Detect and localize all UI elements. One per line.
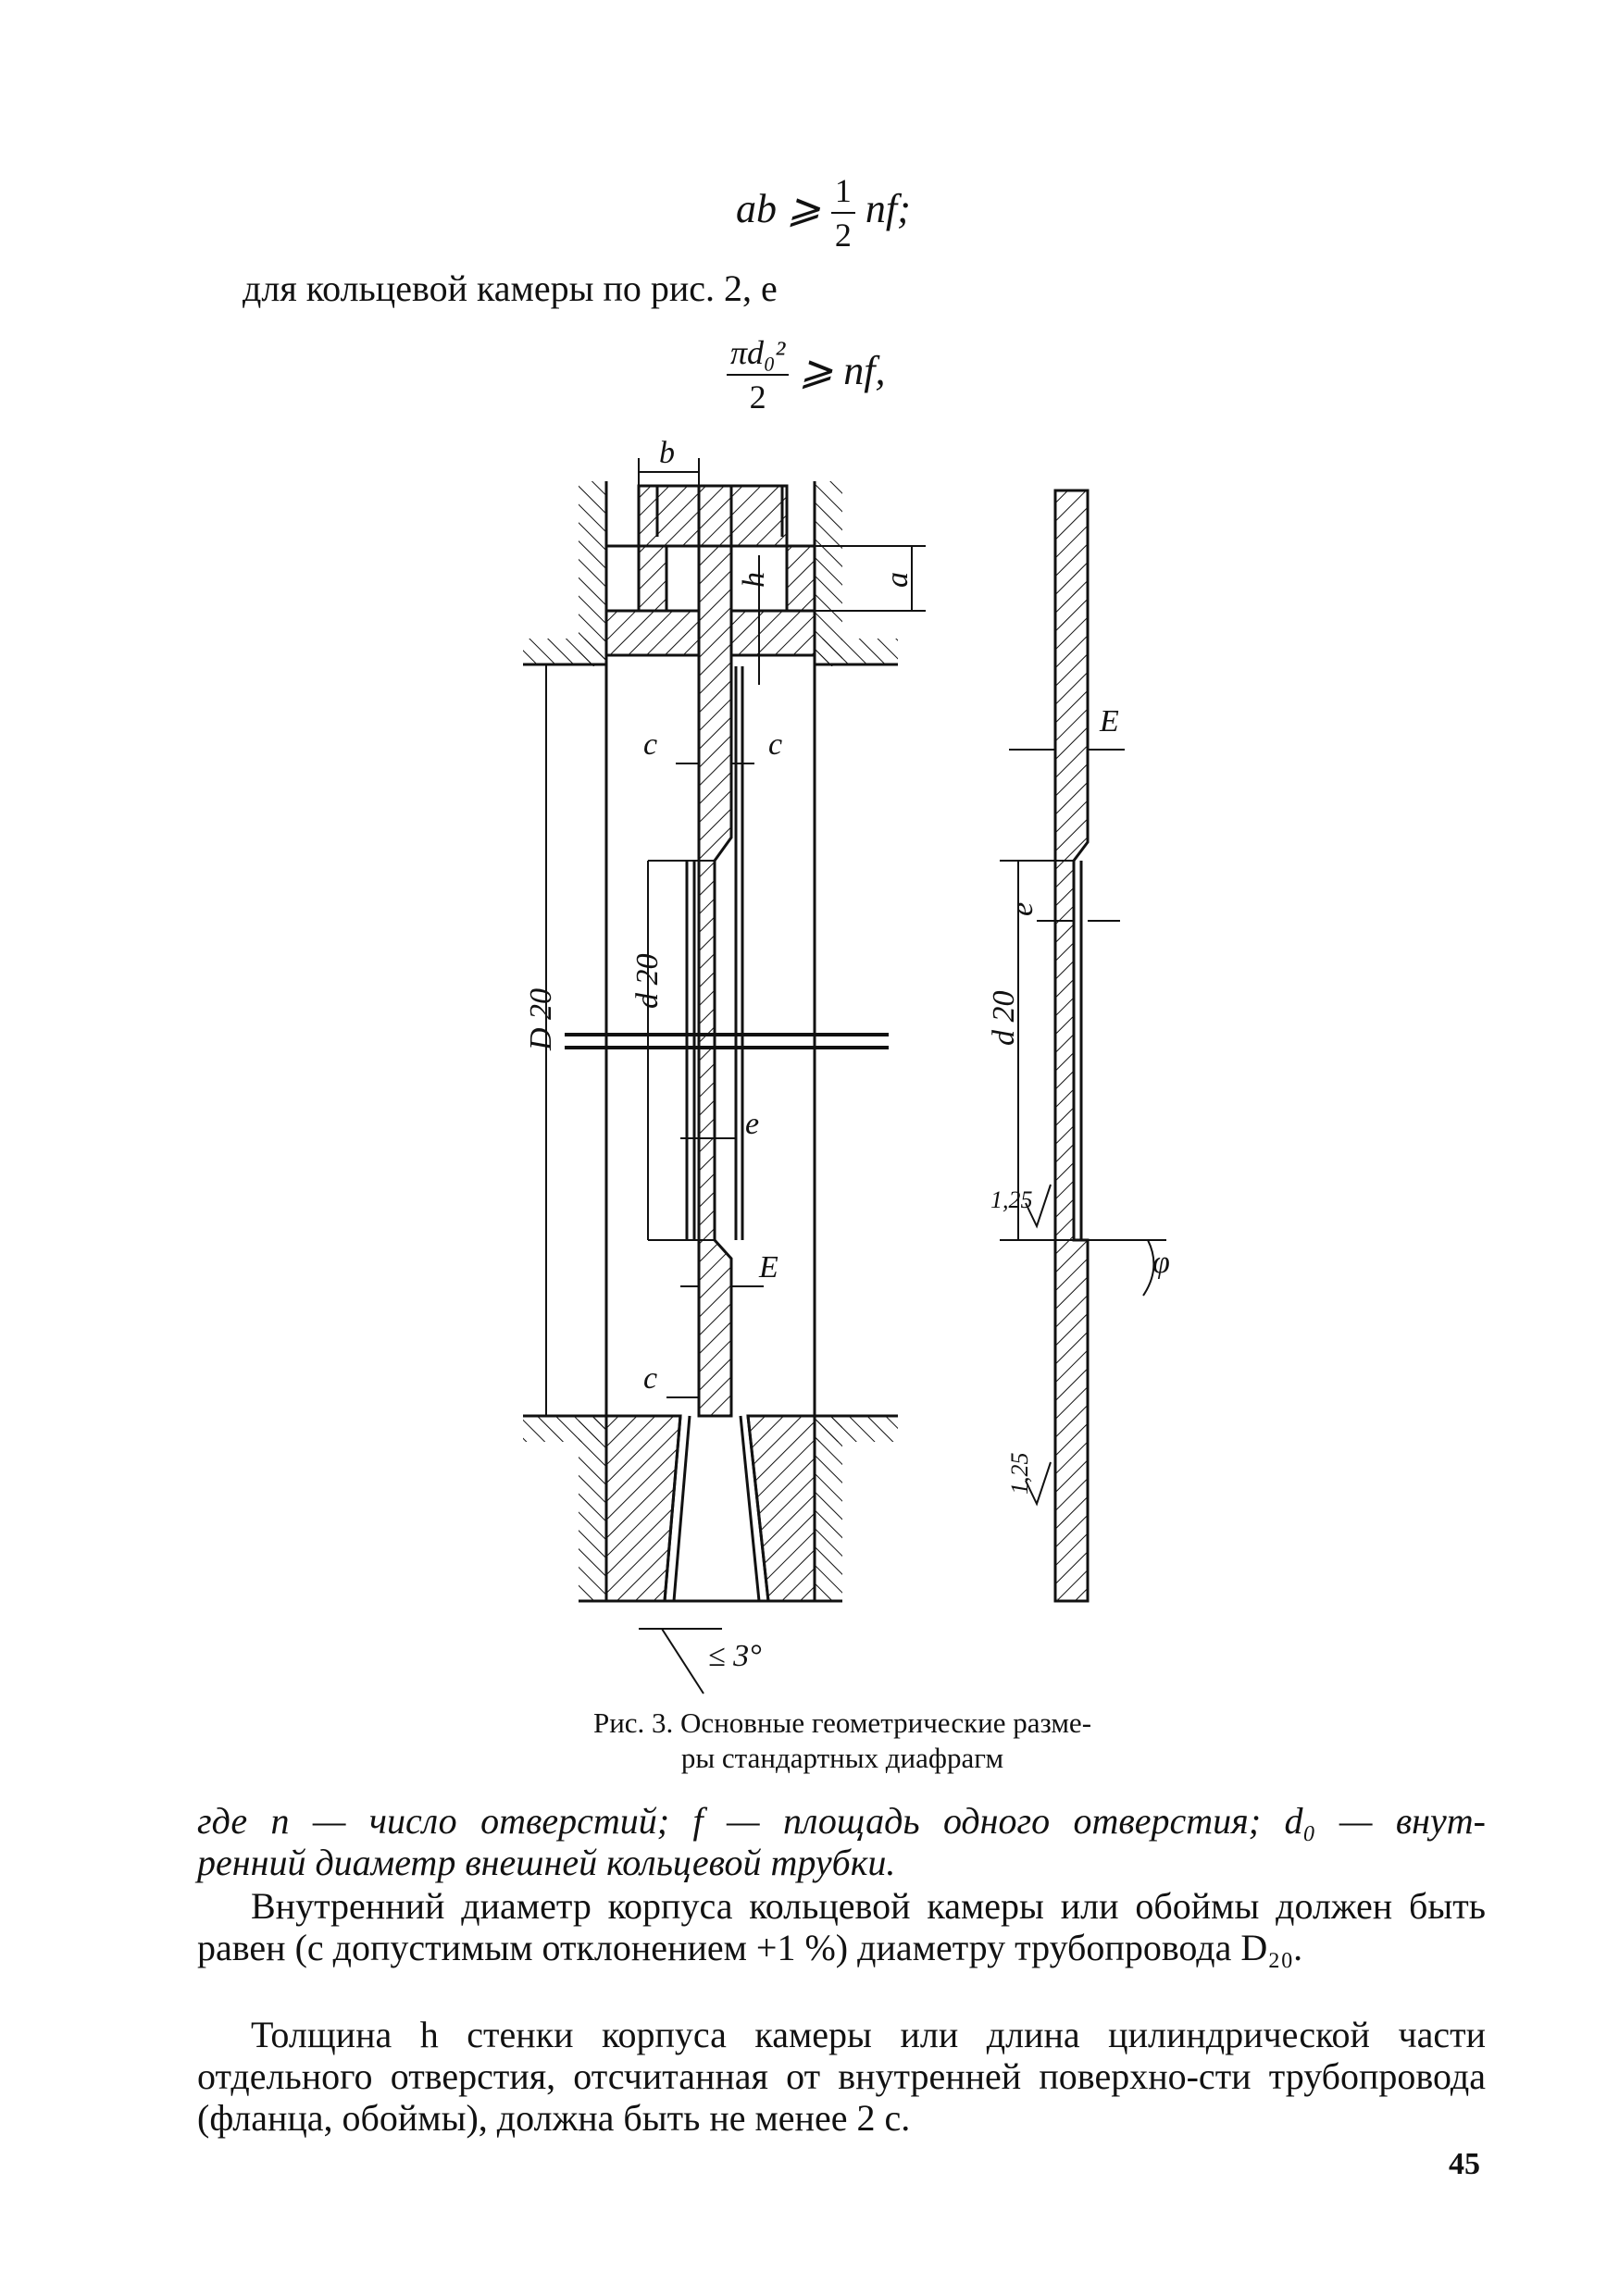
page-number: 45 — [1449, 2147, 1480, 2181]
caption-line-2: ры стандартных диафрагм — [680, 1742, 1004, 1774]
label-b: b — [659, 436, 675, 470]
formula-ab-left: ab — [736, 186, 777, 232]
label-E-side: E — [1100, 704, 1119, 738]
label-c-left: c — [643, 727, 658, 762]
label-e-side: e — [1005, 901, 1040, 916]
label-roughness-2: 1,25 — [1006, 1452, 1033, 1495]
paragraph-definitions — [197, 1800, 1486, 1883]
definitions-line-1: где n — число отверстий; f — площадь одного отверстия; d₀ — внут- — [197, 1800, 1486, 1842]
formula-annular-numerator: πd₀² — [727, 333, 789, 376]
label-D20: D 20 — [524, 987, 558, 1050]
label-E: E — [759, 1250, 778, 1285]
formula-ab-denominator: 2 — [834, 217, 852, 254]
wall-hatch-bottom-left — [579, 1416, 606, 1601]
label-c-bottom: c — [643, 1361, 658, 1396]
label-d20-side: d 20 — [987, 990, 1021, 1046]
formula-label: для кольцевой камеры по рис. 2, е — [243, 267, 778, 309]
label-c-right: c — [768, 727, 783, 762]
paragraph-wall-thickness — [197, 2014, 1486, 2139]
paragraph-inner-diameter — [197, 1885, 1486, 1968]
formula-ab-numerator: 1 — [831, 171, 855, 214]
formula-annular-denominator: 2 — [749, 379, 766, 416]
label-a: a — [880, 572, 915, 588]
wall-hatch-bottom-right — [815, 1416, 842, 1601]
label-angle: ≤ 3° — [708, 1639, 762, 1673]
caption-line-1: Рис. 3. Основные геометрические разме- — [592, 1706, 1092, 1739]
label-d20: d 20 — [630, 953, 665, 1009]
inner-diameter-text: Внутренний диаметр корпуса кольцевой камеры или обоймы должен быть равен (с допустимым отклонением +1 %) диаметру трубопровода D₂₀. — [197, 1885, 1486, 1968]
figure-caption — [518, 1706, 1166, 1776]
formula-ab-relation: ⩾ — [787, 186, 821, 232]
definitions-line-2: ренний диаметр внешней кольцевой трубки. — [197, 1842, 896, 1883]
label-h: h — [737, 572, 771, 588]
label-roughness-1: 1,25 — [990, 1186, 1033, 1213]
label-phi: φ — [1152, 1246, 1170, 1280]
formula-annular-right: nf, — [843, 348, 886, 394]
formula-annular-relation: ⩾ — [799, 348, 834, 394]
wall-thickness-text: Толщина h стенки корпуса камеры или длина цилиндрической части отдельного отверстия, отсчитанная от внутренней поверхно-сти трубопровода (фланца, обоймы), должна быть не менее 2 с. — [197, 2014, 1486, 2139]
label-e: e — [745, 1107, 760, 1141]
formula-ab-right: nf; — [865, 186, 911, 232]
